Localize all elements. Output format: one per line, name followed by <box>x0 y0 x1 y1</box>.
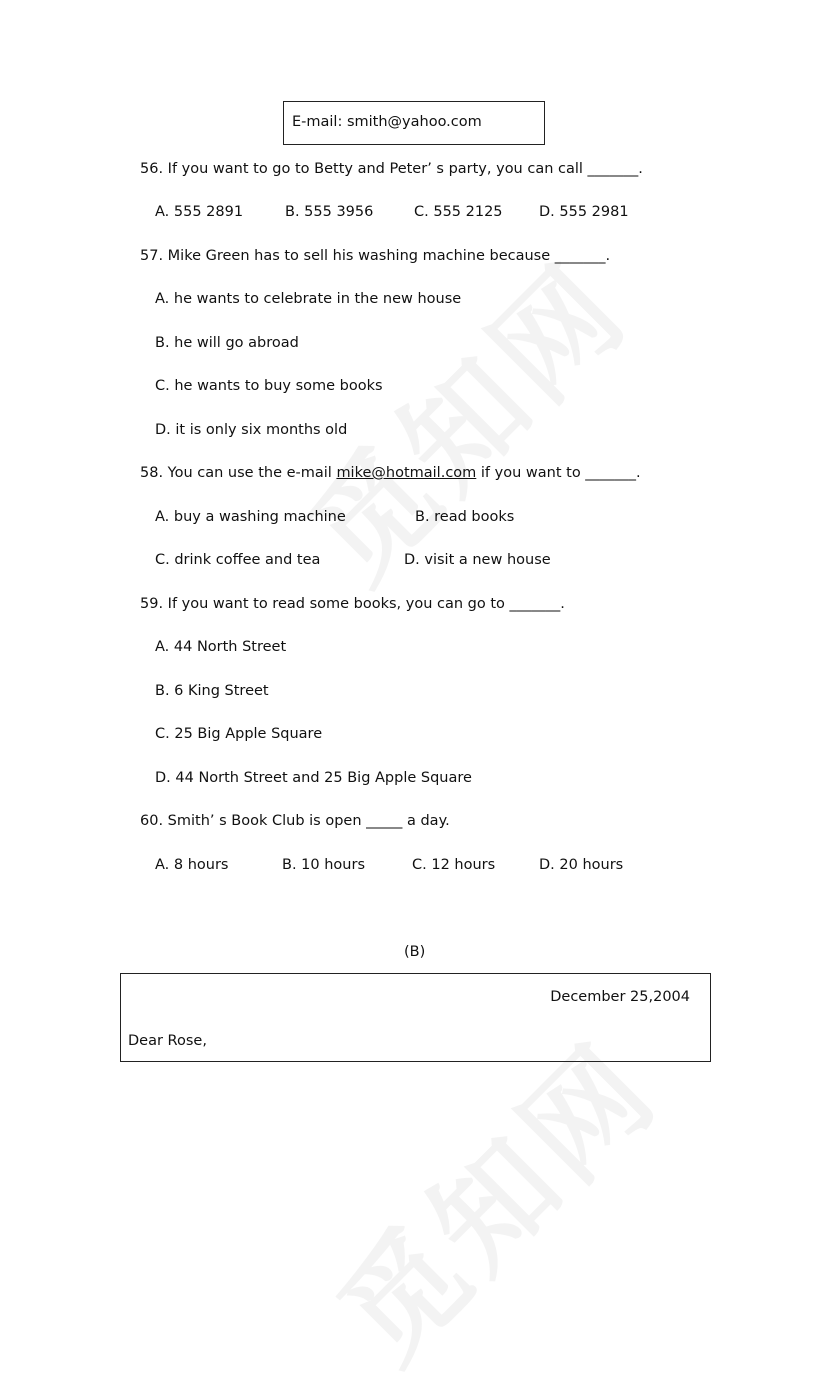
question-58-stem-before: 58. You can use the e-mail <box>140 465 337 481</box>
letter-box <box>120 973 711 1062</box>
question-60-stem: 60. Smith’ s Book Club is open _____ a day. <box>140 813 450 829</box>
question-58-option-b: B. read books <box>415 509 515 525</box>
email-box-text: E-mail: smith@yahoo.com <box>292 114 482 130</box>
question-60-option-c: C. 12 hours <box>412 857 496 873</box>
question-58-option-c: C. drink coffee and tea <box>155 552 321 568</box>
question-57-option-b: B. he will go abroad <box>155 335 299 351</box>
question-60-option-d: D. 20 hours <box>539 857 624 873</box>
question-57-option-a: A. he wants to celebrate in the new house <box>155 291 462 307</box>
question-59-option-c: C. 25 Big Apple Square <box>155 726 323 742</box>
question-57-stem: 57. Mike Green has to sell his washing machine because _______. <box>140 248 611 264</box>
question-58-stem-after: if you want to _______. <box>476 465 641 481</box>
question-59-option-a: A. 44 North Street <box>155 639 287 655</box>
letter-greeting: Dear Rose, <box>128 1033 207 1049</box>
question-59-option-d: D. 44 North Street and 25 Big Apple Square <box>155 770 472 786</box>
question-56-option-c: C. 555 2125 <box>414 204 503 220</box>
question-59-stem: 59. If you want to read some books, you can go to _______. <box>140 596 565 612</box>
email-box <box>283 101 545 145</box>
question-58-option-a: A. buy a washing machine <box>155 509 346 525</box>
question-57-option-d: D. it is only six months old <box>155 422 348 438</box>
question-56-option-b: B. 555 3956 <box>285 204 374 220</box>
question-58-stem <box>140 463 641 483</box>
question-56-option-d: D. 555 2981 <box>539 204 629 220</box>
question-60-option-a: A. 8 hours <box>155 857 229 873</box>
letter-date: December 25,2004 <box>550 989 690 1005</box>
question-56-option-a: A. 555 2891 <box>155 204 244 220</box>
question-56-stem: 56. If you want to go to Betty and Peter’ s party, you can call _______. <box>140 161 643 177</box>
question-59-option-b: B. 6 King Street <box>155 683 269 699</box>
question-58-email-link[interactable]: mike@hotmail.com <box>336 465 477 481</box>
question-57-option-c: C. he wants to buy some books <box>155 378 383 394</box>
section-label: (B) <box>404 944 426 960</box>
question-58-option-d: D. visit a new house <box>404 552 551 568</box>
question-60-option-b: B. 10 hours <box>282 857 365 873</box>
